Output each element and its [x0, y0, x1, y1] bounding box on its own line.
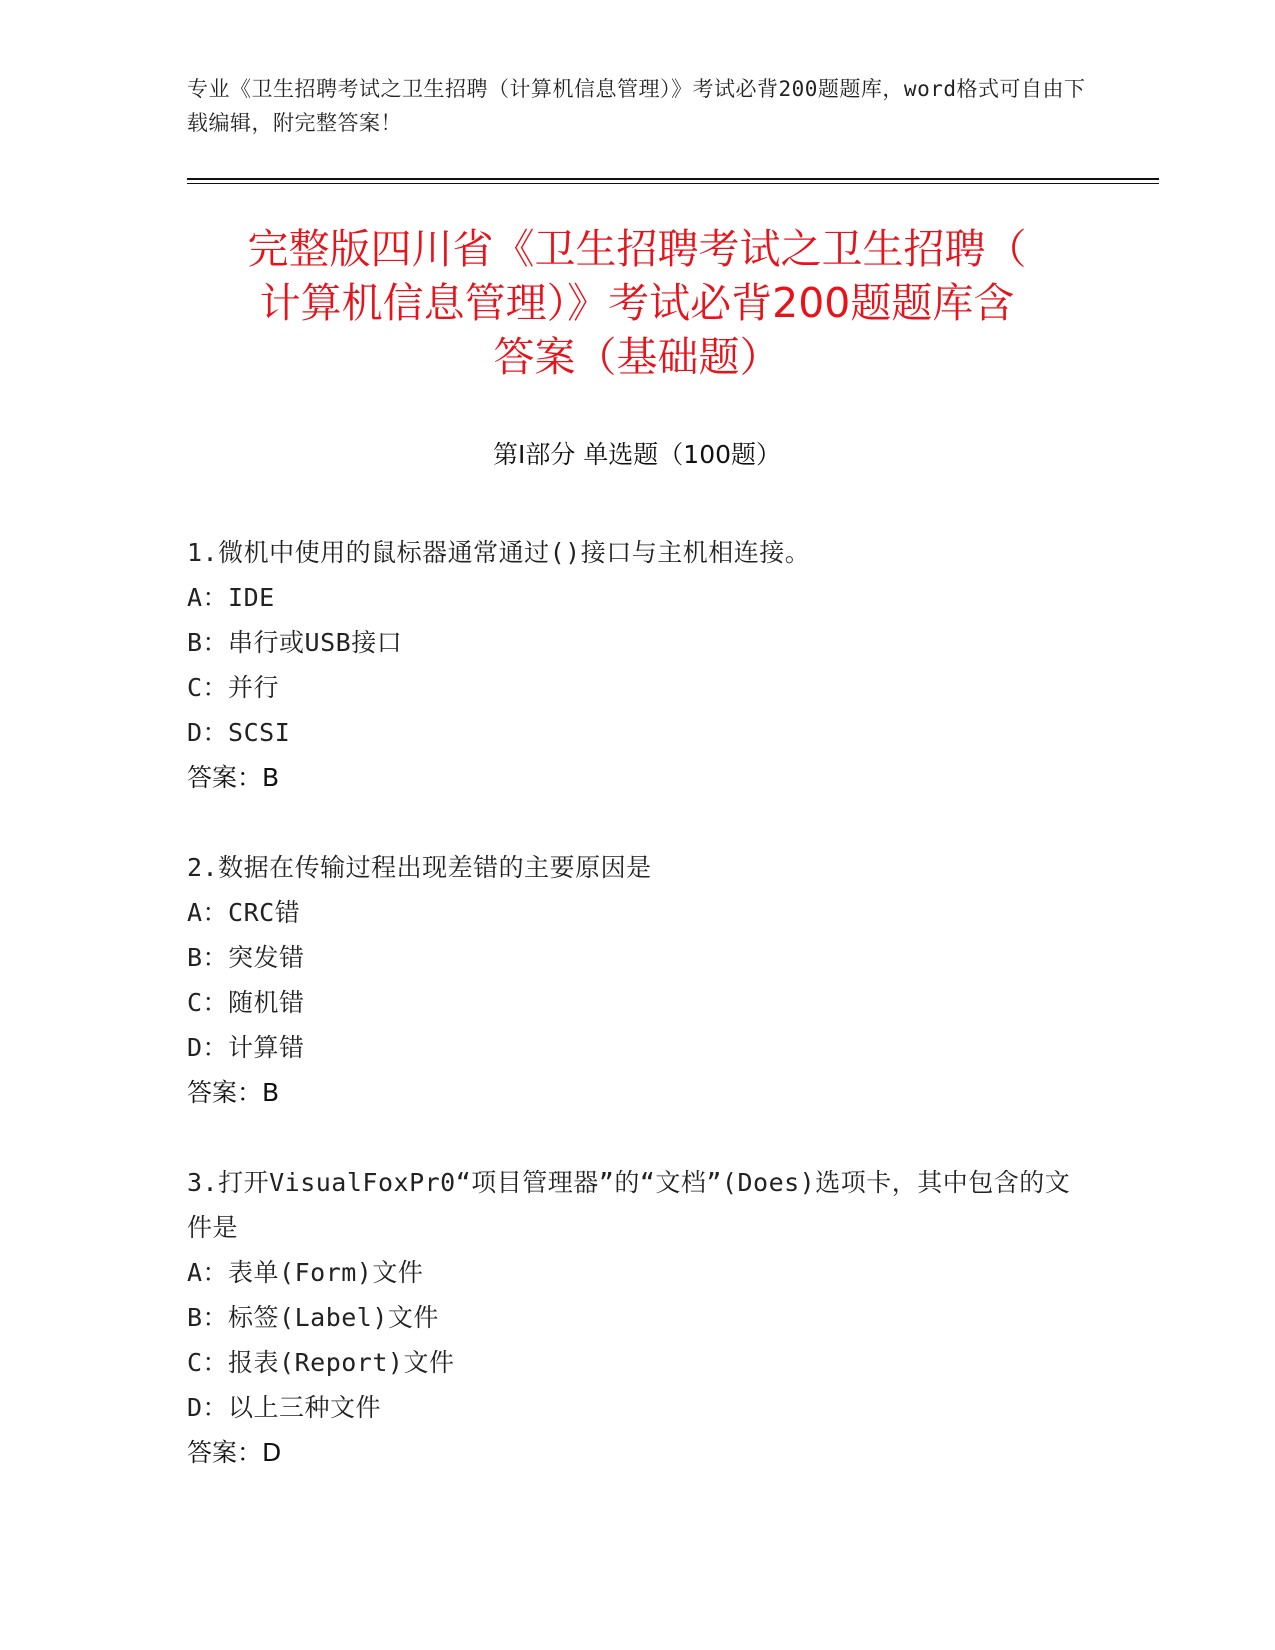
title-line-3: 答案（基础题） [493, 333, 781, 381]
section-title: 第Ⅰ部分 单选题（100题） [492, 440, 782, 469]
header-divider-thin [187, 183, 1159, 184]
option-a: A：表单(Form)文件 [187, 1258, 424, 1287]
question-stem: 1.微机中使用的鼠标器通常通过()接口与主机相连接。 [187, 538, 811, 567]
title-line-2: 计算机信息管理）》考试必背200题题库含 [259, 279, 1015, 327]
question-list [187, 530, 1087, 1520]
option-c: C：随机错 [187, 988, 305, 1017]
option-c: C：报表(Report)文件 [187, 1348, 455, 1377]
header-note: 专业《卫生招聘考试之卫生招聘（计算机信息管理）》考试必背200题题库，word格式可自由下载编辑，附完整答案！ [187, 77, 1086, 135]
question-3 [187, 1160, 1087, 1475]
question-2 [187, 845, 1087, 1115]
document-title [187, 222, 1087, 384]
question-stem: 3.打开VisualFoxPr0“项目管理器”的“文档”(Does)选项卡，其中包含的文件是 [187, 1168, 1071, 1242]
option-a: A：CRC错 [187, 898, 301, 927]
answer: 答案：D [187, 1438, 282, 1467]
answer: 答案：B [187, 763, 280, 792]
option-b: B：串行或USB接口 [187, 628, 403, 657]
option-d: D：计算错 [187, 1033, 305, 1062]
title-line-1: 完整版四川省《卫生招聘考试之卫生招聘（ [247, 225, 1027, 273]
answer: 答案：B [187, 1078, 280, 1107]
header-divider-thick [187, 178, 1159, 180]
option-a: A：IDE [187, 583, 275, 612]
option-b: B：突发错 [187, 943, 305, 972]
option-d: D：SCSI [187, 718, 291, 747]
option-d: D：以上三种文件 [187, 1393, 382, 1422]
option-c: C：并行 [187, 673, 280, 702]
question-1 [187, 530, 1087, 800]
question-stem: 2.数据在传输过程出现差错的主要原因是 [187, 853, 652, 882]
option-b: B：标签(Label)文件 [187, 1303, 439, 1332]
